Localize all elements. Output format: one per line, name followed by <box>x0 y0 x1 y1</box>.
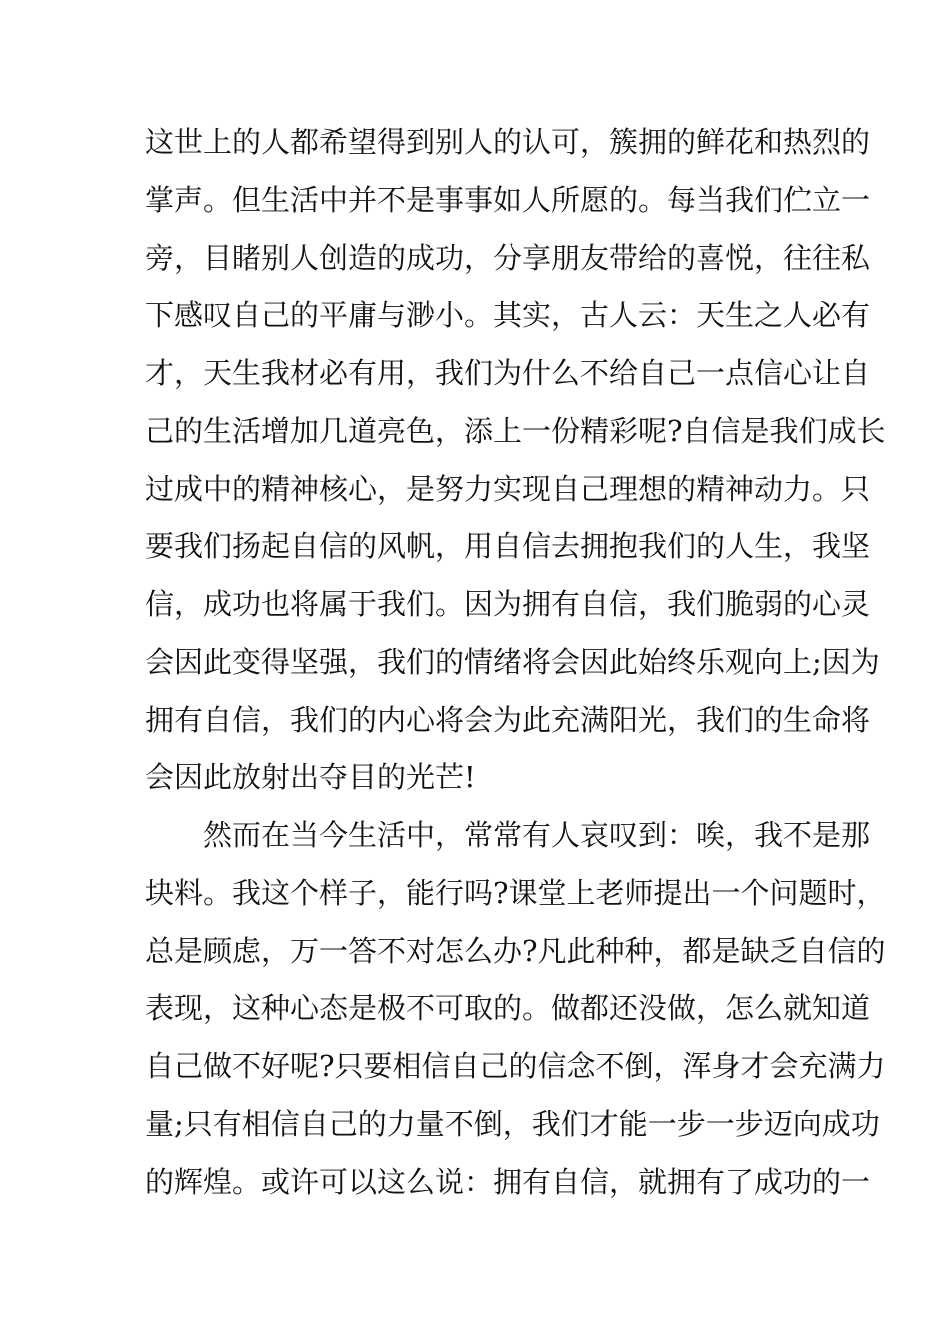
text-line: 拥有自信，我们的内心将会为此充满阳光，我们的生命将 <box>145 702 871 737</box>
text-line: 信，成功也将属于我们。因为拥有自信，我们脆弱的心灵 <box>145 587 871 621</box>
text-line: 才，天生我材必有用，我们为什么不给自己一点信心让自 <box>145 356 871 390</box>
text-line: 的辉煌。或许可以这么说：拥有自信，就拥有了成功的一 <box>145 1164 871 1199</box>
text-line: 掌声。但生活中并不是事事如人所愿的。每当我们伫立一 <box>145 182 871 217</box>
text-line: 旁，目睹别人创造的成功，分享朋友带给的喜悦，往往私 <box>145 240 871 275</box>
text-line: 自己做不好呢?只要相信自己的信念不倒，浑身才会充满力 <box>145 1049 886 1083</box>
text-line: 这世上的人都希望得到别人的认可，簇拥的鲜花和热烈的 <box>145 125 871 159</box>
document-body <box>145 116 886 1213</box>
paragraph-2 <box>145 809 886 1213</box>
text-line: 己的生活增加几道亮色，添上一份精彩呢?自信是我们成长 <box>145 413 886 448</box>
text-line: 量;只有相信自己的力量不倒，我们才能一步一步迈向成功 <box>145 1106 880 1141</box>
text-line: 然而在当今生活中，常常有人哀叹到：唉，我不是那 <box>203 818 871 852</box>
paragraph-1 <box>145 116 886 809</box>
text-line: 下感叹自己的平庸与渺小。其实，古人云：天生之人必有 <box>145 298 871 333</box>
text-line: 要我们扬起自信的风帆，用自信去拥抱我们的人生，我坚 <box>145 529 871 564</box>
text-line: 块料。我这个样子，能行吗?课堂上老师提出一个问题时， <box>145 875 886 910</box>
text-line: 总是顾虑，万一答不对怎么办?凡此种种，都是缺乏自信的 <box>145 933 886 968</box>
text-line: 过成中的精神核心，是努力实现自己理想的精神动力。只 <box>145 471 871 506</box>
text-line: 表现，这种心态是极不可取的。做都还没做，怎么就知道 <box>145 991 871 1026</box>
text-line: 会因此变得坚强，我们的情绪将会因此始终乐观向上;因为 <box>145 644 880 679</box>
text-line: 会因此放射出夺目的光芒! <box>145 760 476 795</box>
